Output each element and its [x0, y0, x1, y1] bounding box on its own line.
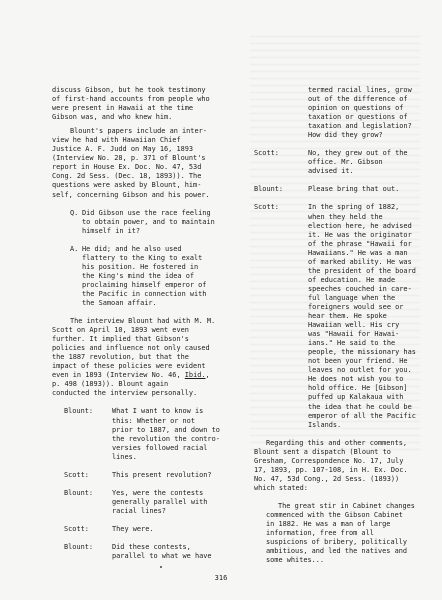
question-tag: Q.: [70, 208, 79, 217]
right-column: [254, 86, 434, 565]
speaker-label: Scott:: [64, 524, 89, 533]
scott-interview-paragraph: The interview Blount had with M. M. Scott on April 10, 1893 went even further. It implied that Gibson's policies and influence not only caused the 1887 revolution, but that the impact of these policies were evident even in 1893 (Interview No. 46, Ibid., p. 498 (1893)). Blount again conducted the interview personally.: [52, 317, 216, 398]
speaker-label: Blount:: [64, 542, 94, 551]
answer-tag: A.: [70, 244, 79, 253]
intro-paragraph: discuss Gibson, but he took testimony of first-hand accounts from people who were present in Hawaii at the time Gibson was, and who knew him.: [52, 86, 210, 122]
ibid-citation: Ibid.: [184, 371, 206, 380]
speaker-label: Blount:: [254, 185, 284, 194]
dialogue-entry: Scott: This present revolution?: [64, 470, 212, 479]
question-block: Q. Did Gibson use the race feeling to obtain power, and to maintain himself in it?: [52, 209, 266, 236]
speaker-label: Blount:: [64, 488, 94, 497]
speaker-label: Scott:: [64, 470, 89, 479]
stray-mark: [160, 566, 162, 568]
dialogue-entry: Scott: In the spring of 1882, when they held the election here, he advised it. He was the originator of the phrase "Hawaii for Hawaiians." He was a man of marked ability. He was the president of the board of education. He made speeches couched in care- ful language when the foreigners would see or hear them. He spoke Hawaiian well. His cry was "Hawaii for Hawai- ians." He said to the people, the missionary has not been your friend. He leaves no outlet for you. He does not wish you to hold office. He [Gibson] puffed up Kalakaua with the idea that he could be emperor of all the Pacific Islands.: [254, 203, 416, 429]
left-column: [52, 86, 266, 561]
speaker-label: Scott:: [254, 203, 279, 212]
dialogue-entry: Blount: Did these contests, parallel to what we have: [64, 542, 212, 561]
dispatch-paragraph: Regarding this and other comments, Blount sent a dispatch (Blount to Gresham, Correspondence No. 17, July 17, 1893, pp. 107-108, in H. Ex. Doc. No. 47, 53d Cong., 2d Sess. (1893)) which stated:: [254, 438, 408, 492]
speaker-label: Scott:: [254, 149, 279, 158]
dialogue-entry: Blount: Please bring that out.: [254, 185, 400, 194]
answer-block: A. He did; and he also used flattery to the King to exalt his position. He fostered in the King's mind the idea of proclaiming himself emperor of the Pacific in connection with the Samoan affair.: [52, 245, 266, 308]
block-quote: The great stir in Cabinet changes commenced with the Gibson Cabinet in 1882. He was a man of large information, free from all suspicions of bribery, politically ambitious, and led the natives and some whites...: [266, 501, 415, 565]
dialogue-entry: Blount: What I want to know is this: Whether or not prior to 1887, and down to the revolution the contro- versies followed racial lines.: [64, 407, 220, 461]
dialogue-entry: Scott: They were.: [64, 524, 154, 533]
speaker-label: Blount:: [64, 407, 94, 416]
dialogue-entry: Blount: Yes, were the contests generally parallel with racial lines?: [64, 488, 208, 515]
dialogue-continuation: termed racial lines, grow out of the difference of opinion on questions of taxation or questions of taxation and legislation? How did they grow?: [308, 86, 412, 140]
dialogue-left: [52, 407, 266, 561]
page-number: 316: [214, 574, 228, 582]
judd-interview-paragraph: Blount's papers include an inter- view he had with Hawaiian Chief Justice A. F. Judd on May 16, 1893 (Interview No. 28, p. 371 of Blount's report in House Ex. Doc. No. 47, 53d Cong. 2d Sess. (Dec. 18, 1893)). The questions were asked by Blount, him- self, concerning Gibson and his power.: [52, 127, 210, 199]
dialogue-entry: Scott: No, they grew out of the office. Mr. Gibson advised it.: [254, 149, 408, 176]
